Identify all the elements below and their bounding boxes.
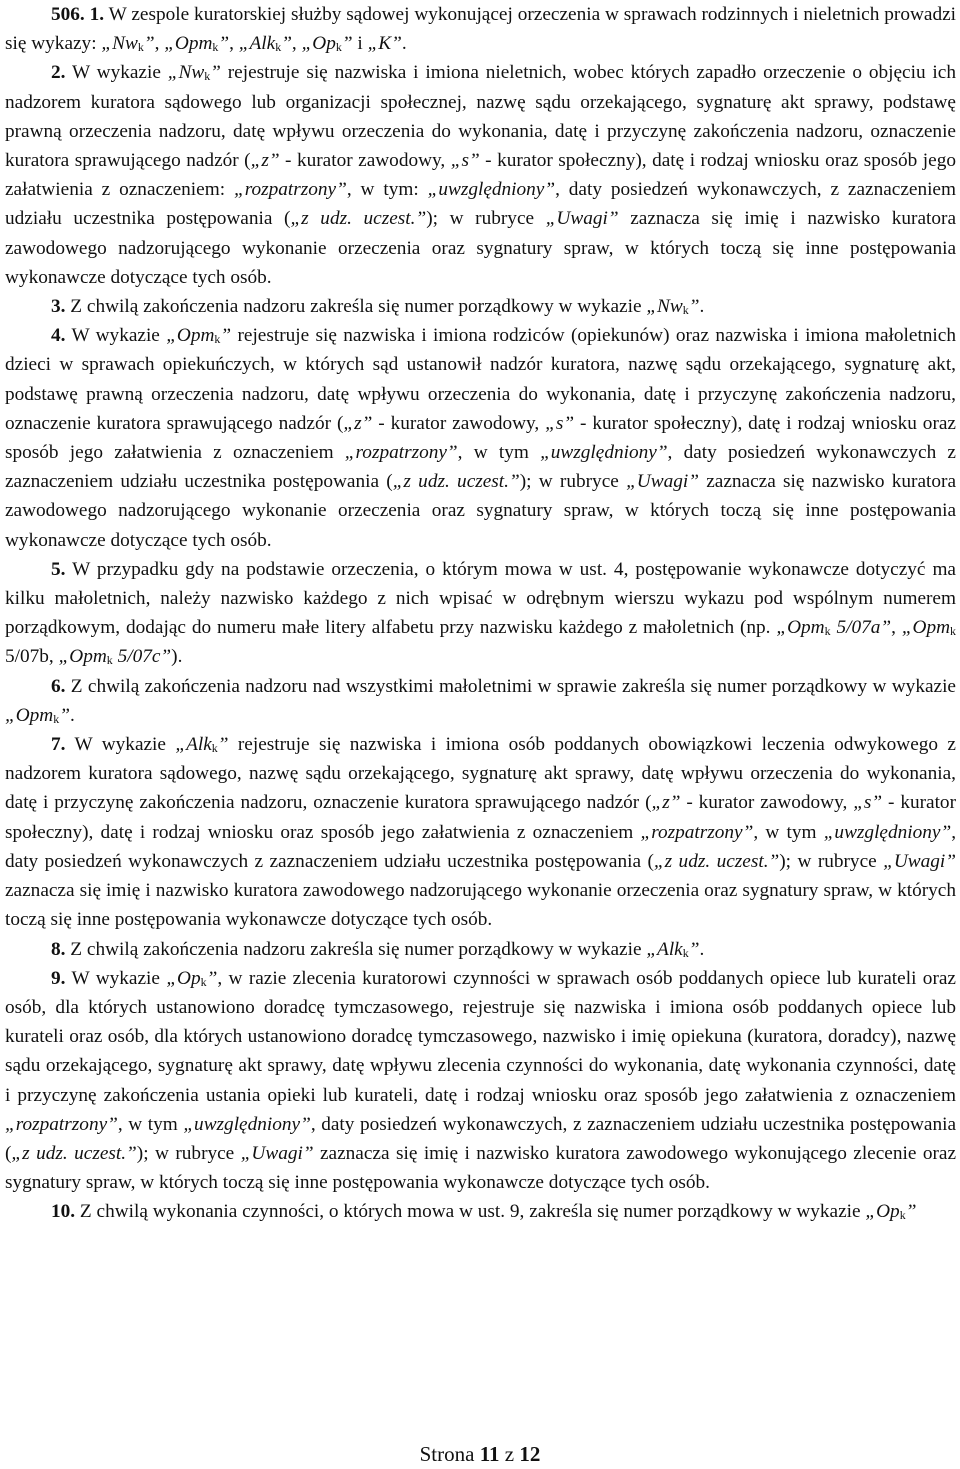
italic-term: ” bbox=[905, 1201, 917, 1223]
italic-term: ” bbox=[206, 967, 218, 989]
italic-term: „Alk bbox=[238, 33, 276, 55]
paragraph-number: 10. bbox=[51, 1201, 76, 1223]
text-run: . bbox=[401, 33, 407, 55]
italic-term: „Opm bbox=[164, 33, 213, 55]
total-pages-number: 12 bbox=[519, 1442, 541, 1466]
italic-term: „Op bbox=[301, 33, 336, 55]
paragraph bbox=[5, 292, 956, 321]
paragraph-number: 4. bbox=[51, 325, 66, 347]
text-run: , bbox=[291, 33, 302, 55]
text-run: i bbox=[352, 33, 368, 55]
italic-term: 5/07a” bbox=[830, 617, 892, 639]
italic-term: „uwzględniony” bbox=[540, 442, 668, 464]
subscript-index: k bbox=[212, 40, 219, 55]
text-run: , bbox=[891, 617, 902, 639]
footer-prefix: Strona bbox=[419, 1442, 480, 1466]
text-run: 5/07b, bbox=[5, 646, 59, 668]
italic-term: „Alk bbox=[175, 734, 212, 756]
text-run: zaznacza się nazwisko kuratora zawodowego nadzorującego wykonanie orzeczenia oraz sygnatury spraw, w których toczą się inne postępowania wykonawcze dotyczące tych osób. bbox=[5, 471, 957, 551]
italic-term: „Uwagi” bbox=[626, 471, 699, 493]
italic-term: „z udz. uczest.” bbox=[11, 1142, 137, 1164]
italic-term: „z” bbox=[250, 150, 280, 172]
italic-term: ” bbox=[688, 938, 700, 960]
current-page-number: 11 bbox=[479, 1442, 500, 1466]
italic-term: „Opm bbox=[5, 704, 54, 726]
subscript-index: k bbox=[137, 40, 144, 55]
italic-term: „z udz. uczest.” bbox=[392, 471, 520, 493]
paragraph-number: 3. bbox=[51, 296, 66, 318]
text-run: , daty posiedzeń wykonawczych z zaznaczeniem udziału uczestnika postępowania ( bbox=[5, 442, 956, 493]
italic-term: „Nw bbox=[646, 296, 683, 318]
paragraph bbox=[5, 1197, 956, 1226]
italic-term: 5/07c” bbox=[112, 646, 172, 668]
text-run: . bbox=[699, 296, 705, 318]
italic-term: „Opm bbox=[776, 617, 825, 639]
text-run: - kurator zawodowy, bbox=[372, 412, 546, 434]
paragraph bbox=[5, 730, 956, 934]
subscript-index: k bbox=[824, 624, 831, 639]
italic-term: „rozpatrzony” bbox=[5, 1113, 118, 1135]
paragraph bbox=[5, 58, 956, 292]
text-run: - kurator społeczny), datę i rodzaj wniosku oraz sposób jego załatwienia z oznaczeniem bbox=[5, 792, 956, 843]
paragraph-number: 5. bbox=[51, 558, 66, 580]
text-run: rejestruje się nazwiska i imiona nieletnich, wobec których zapadło orzeczenie o objęciu ich nadzorem kuratora sądowego lub organizacji społecznej, nazwę sądu orzekającego, sygnaturę akt sprawy, podstawę prawną orzeczenia nadzoru, datę wpływu orzeczenia do wykonania, datę i przyczynę zakończenia nadzoru, oznaczenie kuratora sprawującego nadzór ( bbox=[5, 62, 956, 172]
italic-term: ” bbox=[281, 33, 292, 55]
text-run: . bbox=[69, 704, 75, 726]
text-run: zaznacza się imię i nazwisko kuratora zawodowego nadzorującego wykonanie orzeczenia oraz sygnatury spraw, w których toczą się inne postępowania wykonawcze dotyczące tych osób. bbox=[5, 880, 956, 931]
text-run: rejestruje się nazwiska i imiona osób poddanych obowiązkowi leczenia odwykowego z nadzorem kuratora sądowego, nazwę sądu orzekającego, sygnaturę akt sprawy, datę wpływu orzeczenia do wykonania, datę i przyczynę zakończenia nadzoru, oznaczenie kuratora sprawującego nadzór ( bbox=[5, 734, 956, 814]
text-run: - kurator społeczny), datę i rodzaj wniosku oraz sposób jego załatwienia z oznaczeniem bbox=[5, 412, 956, 464]
subscript-index: k bbox=[335, 40, 342, 55]
text-run: W wykazie bbox=[65, 967, 167, 989]
text-run: ); w rubryce bbox=[426, 208, 546, 230]
italic-term: „uwzględniony” bbox=[823, 821, 952, 843]
text-run: , w razie zlecenia kuratorowi czynności w sprawach osób poddanych opiece lub kurateli oraz osób, dla których ustanowiono doradcę tymczasowego, rejestruje się nazwiska i imiona osób poddanych opiece lub kurateli oraz osób, dla których ustanowiono doradcę tymczasowego, nazwisko i imię opiekuna (kuratora, doradcy), nazwę sądu orzekającego, sygnaturę akt sprawy, datę wpływu zlecenia czynności do wykonania, datę wykonania czynności, datę i przyczynę zakończenia ustania opieki lub kurateli, datę i rodzaj wniosku oraz sposób jego załatwienia z oznaczeniem bbox=[5, 967, 956, 1106]
paragraph-number: 9. bbox=[51, 967, 66, 989]
text-run: Z chwilą zakończenia nadzoru zakreśla się numer porządkowy w wykazie bbox=[65, 296, 647, 318]
italic-term: „rozpatrzony” bbox=[233, 179, 347, 201]
text-run: ); w rubryce bbox=[136, 1142, 241, 1164]
paragraph bbox=[5, 555, 956, 672]
text-run: ). bbox=[171, 646, 183, 668]
subscript-index: k bbox=[682, 945, 689, 960]
italic-term: ” bbox=[688, 296, 700, 318]
italic-term: „z udz. uczest.” bbox=[290, 208, 427, 230]
italic-term: „Opm bbox=[58, 646, 107, 668]
subscript-index: k bbox=[106, 653, 113, 668]
text-run: Z chwilą zakończenia nadzoru zakreśla się numer porządkowy w wykazie bbox=[65, 938, 647, 960]
paragraph bbox=[5, 0, 956, 58]
italic-term: „s” bbox=[545, 412, 575, 434]
text-run: , w tym bbox=[117, 1113, 184, 1135]
italic-term: „s” bbox=[450, 150, 480, 172]
text-run: , w tym bbox=[753, 821, 824, 843]
italic-term: „Alk bbox=[646, 938, 683, 960]
text-run: - kurator społeczny), datę i rodzaj wniosku oraz sposób jego załatwienia z oznaczeniem: bbox=[5, 150, 957, 201]
italic-term: „Op bbox=[166, 967, 201, 989]
italic-term: „z” bbox=[343, 412, 373, 434]
footer-middle: z bbox=[499, 1442, 520, 1466]
subscript-index: k bbox=[682, 303, 689, 318]
text-run: , daty posiedzeń wykonawczych, z zaznaczeniem udziału uczestnika postępowania ( bbox=[5, 179, 956, 230]
text-run: W wykazie bbox=[65, 62, 168, 84]
text-run: , w tym bbox=[457, 442, 541, 464]
paragraph-number: 506. 1. bbox=[51, 4, 105, 25]
italic-term: ” bbox=[59, 704, 70, 726]
italic-term: „Op bbox=[865, 1201, 900, 1223]
text-run: Z chwilą wykonania czynności, o których mowa w ust. 9, zakreśla się numer porządkowy w wykazie bbox=[75, 1201, 866, 1223]
italic-term: „K” bbox=[367, 33, 402, 55]
text-run: W wykazie bbox=[65, 734, 176, 756]
italic-term: ” bbox=[210, 62, 221, 84]
italic-term: „Opm bbox=[901, 617, 951, 639]
subscript-index: k bbox=[200, 974, 207, 989]
paragraph-number: 6. bbox=[51, 675, 66, 697]
text-run: ); w rubryce bbox=[779, 850, 884, 872]
text-run: . bbox=[699, 938, 705, 960]
paragraph-number: 7. bbox=[51, 734, 66, 756]
subscript-index: k bbox=[211, 741, 218, 756]
italic-term: ” bbox=[341, 33, 353, 55]
subscript-index: k bbox=[899, 1208, 906, 1223]
subscript-index: k bbox=[53, 712, 60, 727]
paragraph bbox=[5, 321, 956, 555]
italic-term: „uwzględniony” bbox=[427, 179, 556, 201]
text-run: rejestruje się nazwiska i imiona rodziców (opiekunów) oraz nazwiska i imiona małoletnich dzieci w sprawach opiekuńczych, w których sąd ustanowił nadzór kuratora, nazwę sądu orzekającego, sygnaturę akt, podstawę prawną orzeczenia nadzoru, datę wpływu orzeczenia do wykonania, datę i przyczynę zakończenia nadzoru, oznaczenie kuratora sprawującego nadzór ( bbox=[5, 325, 956, 434]
italic-term: „Uwagi” bbox=[883, 850, 956, 872]
italic-term: ” bbox=[220, 325, 232, 347]
italic-term: „uwzględniony” bbox=[183, 1113, 311, 1135]
italic-term: „Opm bbox=[166, 325, 215, 347]
italic-term: „Uwagi” bbox=[545, 208, 619, 230]
document-body bbox=[5, 0, 956, 1227]
italic-term: „rozpatrzony” bbox=[344, 442, 458, 464]
paragraph bbox=[5, 964, 956, 1198]
text-run: , daty posiedzeń wykonawczych z zaznaczeniem udziału uczestnika postępowania ( bbox=[5, 821, 957, 872]
text-run: - kurator zawodowy, bbox=[680, 792, 854, 814]
text-run: zaznacza się imię i nazwisko kuratora zawodowego wykonującego zlecenie oraz sygnatury spraw, w których toczą się inne postępowania wykonawcze dotyczące tych osób. bbox=[5, 1142, 957, 1194]
subscript-index: k bbox=[275, 40, 282, 55]
subscript-index: k bbox=[214, 332, 221, 347]
italic-term: „Uwagi” bbox=[240, 1142, 314, 1164]
italic-term: „Nw bbox=[101, 33, 138, 55]
italic-term: ” bbox=[218, 33, 230, 55]
paragraph bbox=[5, 935, 956, 964]
text-run: W przypadku gdy na podstawie orzeczenia, o którym mowa w ust. 4, postępowanie wykonawcze dotyczyć ma kilku małoletnich, należy nazwisko każdego z nich wpisać w odrębnym wierszu wykazu pod wspólnym numerem porządkowym, dodając do numeru małe litery alfabetu przy nazwisku każdego z małoletnich (np. bbox=[5, 558, 956, 639]
text-run: , bbox=[229, 33, 239, 55]
text-run: , daty posiedzeń wykonawczych, z zaznaczeniem udziału uczestnika postępowania ( bbox=[5, 1113, 957, 1164]
text-run: , bbox=[154, 33, 165, 55]
paragraph-number: 8. bbox=[51, 938, 66, 960]
text-run: W zespole kuratorskiej służby sądowej wykonującej orzeczenia w sprawach rodzinnych i nieletnich prowadzi się wykazy: bbox=[5, 4, 956, 55]
text-run: , w tym: bbox=[346, 179, 428, 201]
italic-term: „s” bbox=[853, 792, 883, 814]
italic-term: „z udz. uczest.” bbox=[653, 850, 780, 872]
paragraph bbox=[5, 672, 956, 730]
italic-term: ” bbox=[217, 734, 229, 756]
subscript-index: k bbox=[950, 624, 957, 639]
italic-term: „z” bbox=[651, 792, 681, 814]
italic-term: „rozpatrzony” bbox=[640, 821, 754, 843]
subscript-index: k bbox=[204, 69, 211, 84]
text-run: zaznacza się imię i nazwisko kuratora zawodowego nadzorującego wykonanie orzeczenia oraz sygnatury spraw, w których toczą się inne postępowania wykonawcze dotyczące tych osób. bbox=[5, 208, 957, 288]
text-run: ); w rubryce bbox=[519, 471, 627, 493]
page-footer bbox=[0, 1442, 960, 1467]
paragraph-number: 2. bbox=[51, 62, 66, 84]
text-run: - kurator zawodowy, bbox=[279, 150, 451, 172]
text-run: W wykazie bbox=[65, 325, 167, 347]
italic-term: ” bbox=[143, 33, 155, 55]
text-run: Z chwilą zakończenia nadzoru nad wszystkimi małoletnimi w sprawie zakreśla się numer porządkowy w wykazie bbox=[65, 675, 956, 697]
italic-term: „Nw bbox=[167, 62, 205, 84]
